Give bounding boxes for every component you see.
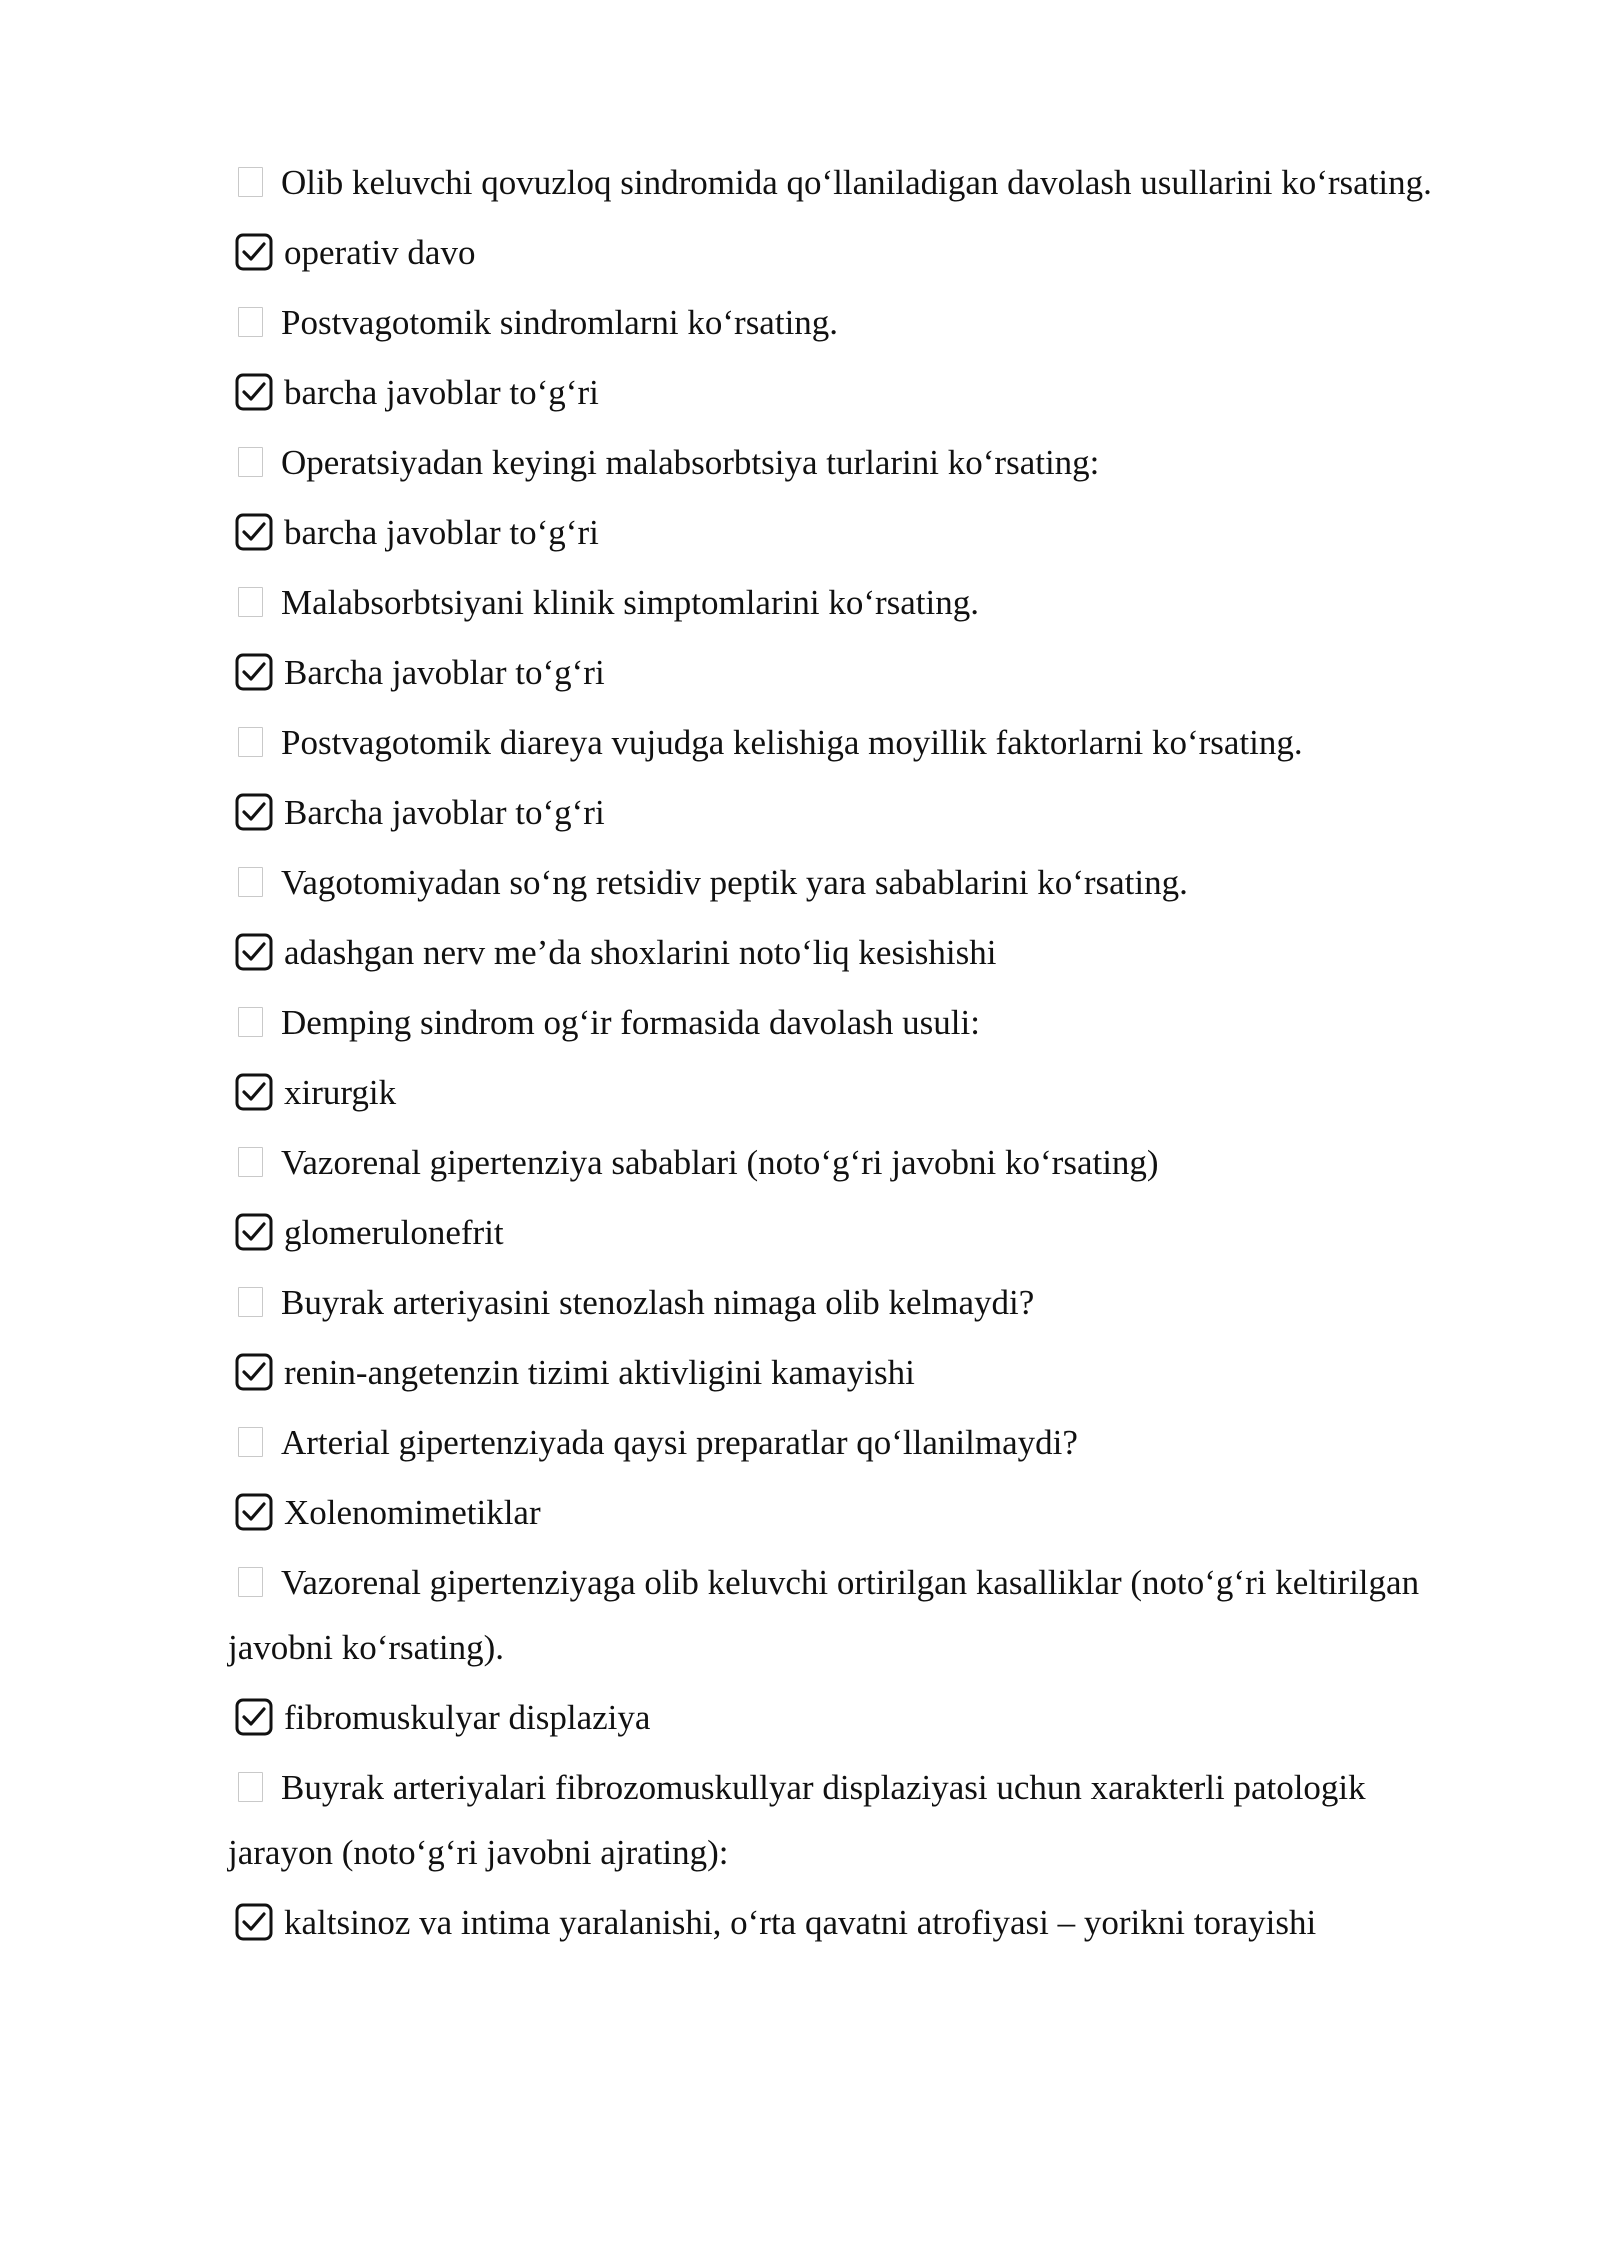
question-text: Vagotomiyadan so‘ng retsidiv peptik yara sabablarini ko‘rsating.: [281, 863, 1188, 902]
checked-box-icon: [234, 512, 274, 552]
question-text: Demping sindrom og‘ir formasida davolash usuli:: [281, 1003, 980, 1042]
checked-box-icon: [234, 232, 274, 272]
question-text: Olib keluvchi qovuzloq sindromida qo‘llaniladigan davolash usullarini ko‘rsating.: [281, 163, 1432, 202]
answer-item: [228, 1340, 1460, 1405]
question-text: Vazorenal gipertenziyaga olib keluvchi ortirilgan kasalliklar (noto‘g‘ri keltirilgan javobni ko‘rsating).: [228, 1563, 1420, 1667]
answer-item: [228, 640, 1460, 705]
empty-box-icon: [238, 1567, 263, 1597]
checked-box-icon: [234, 1072, 274, 1112]
checked-box-icon: [234, 932, 274, 972]
answer-item: [228, 1060, 1460, 1125]
answer-text: glomerulonefrit: [284, 1213, 504, 1252]
answer-item: [228, 500, 1460, 565]
empty-box-icon: [238, 727, 263, 757]
empty-box-icon: [238, 1007, 263, 1037]
empty-box-icon: [238, 1772, 263, 1802]
empty-box-icon: [238, 167, 263, 197]
checked-box-icon: [234, 372, 274, 412]
question-item: [228, 290, 1460, 355]
answer-item: [228, 920, 1460, 985]
answer-text: adashgan nerv me’da shoxlarini noto‘liq kesishishi: [284, 933, 997, 972]
question-text: Buyrak arteriyasini stenozlash nimaga olib kelmaydi?: [281, 1283, 1035, 1322]
question-item: [228, 850, 1460, 915]
answer-text: barcha javoblar to‘g‘ri: [284, 513, 599, 552]
empty-box-icon: [238, 587, 263, 617]
answer-text: Barcha javoblar to‘g‘ri: [284, 653, 605, 692]
empty-box-icon: [238, 1147, 263, 1177]
question-item: [228, 430, 1460, 495]
checked-box-icon: [234, 652, 274, 692]
checked-box-icon: [234, 1212, 274, 1252]
checked-box-icon: [234, 1697, 274, 1737]
empty-box-icon: [238, 447, 263, 477]
question-text: Postvagotomik diareya vujudga kelishiga moyillik faktorlarni ko‘rsating.: [281, 723, 1303, 762]
answer-text: fibromuskulyar displaziya: [284, 1698, 651, 1737]
question-item: [228, 570, 1460, 635]
answer-item: [228, 220, 1460, 285]
question-text: Malabsorbtsiyani klinik simptomlarini ko‘rsating.: [281, 583, 979, 622]
answer-text: operativ davo: [284, 233, 476, 272]
answer-item: [228, 780, 1460, 845]
answer-text: Barcha javoblar to‘g‘ri: [284, 793, 605, 832]
question-item: [228, 1270, 1460, 1335]
question-text: Operatsiyadan keyingi malabsorbtsiya turlarini ko‘rsating:: [281, 443, 1100, 482]
answer-text: renin-angetenzin tizimi aktivligini kamayishi: [284, 1353, 915, 1392]
checked-box-icon: [234, 1352, 274, 1392]
question-item: [228, 1410, 1460, 1475]
answer-item: [228, 1685, 1460, 1750]
question-text: Postvagotomik sindromlarni ko‘rsating.: [281, 303, 839, 342]
question-item: [228, 1550, 1460, 1680]
answer-text: kaltsinoz va intima yaralanishi, o‘rta qavatni atrofiyasi – yorikni torayishi: [284, 1903, 1317, 1942]
answer-text: xirurgik: [284, 1073, 397, 1112]
question-list: [228, 150, 1460, 1960]
answer-item: [228, 360, 1460, 425]
question-text: Vazorenal gipertenziya sabablari (noto‘g‘ri javobni ko‘rsating): [281, 1143, 1159, 1182]
answer-item: [228, 1890, 1460, 1955]
answer-text: Xolenomimetiklar: [284, 1493, 541, 1532]
empty-box-icon: [238, 1287, 263, 1317]
question-text: Arterial gipertenziyada qaysi preparatlar qo‘llanilmaydi?: [281, 1423, 1078, 1462]
answer-item: [228, 1200, 1460, 1265]
answer-text: barcha javoblar to‘g‘ri: [284, 373, 599, 412]
empty-box-icon: [238, 307, 263, 337]
question-item: [228, 1130, 1460, 1195]
checked-box-icon: [234, 1902, 274, 1942]
empty-box-icon: [238, 1427, 263, 1457]
checked-box-icon: [234, 1492, 274, 1532]
answer-item: [228, 1480, 1460, 1545]
question-item: [228, 710, 1460, 775]
question-item: [228, 150, 1460, 215]
question-item: [228, 990, 1460, 1055]
question-item: [228, 1755, 1460, 1885]
checked-box-icon: [234, 792, 274, 832]
question-text: Buyrak arteriyalari fibrozomuskullyar displaziyasi uchun xarakterli patologik jarayon (noto‘g‘ri javobni ajrating):: [228, 1768, 1366, 1872]
empty-box-icon: [238, 867, 263, 897]
